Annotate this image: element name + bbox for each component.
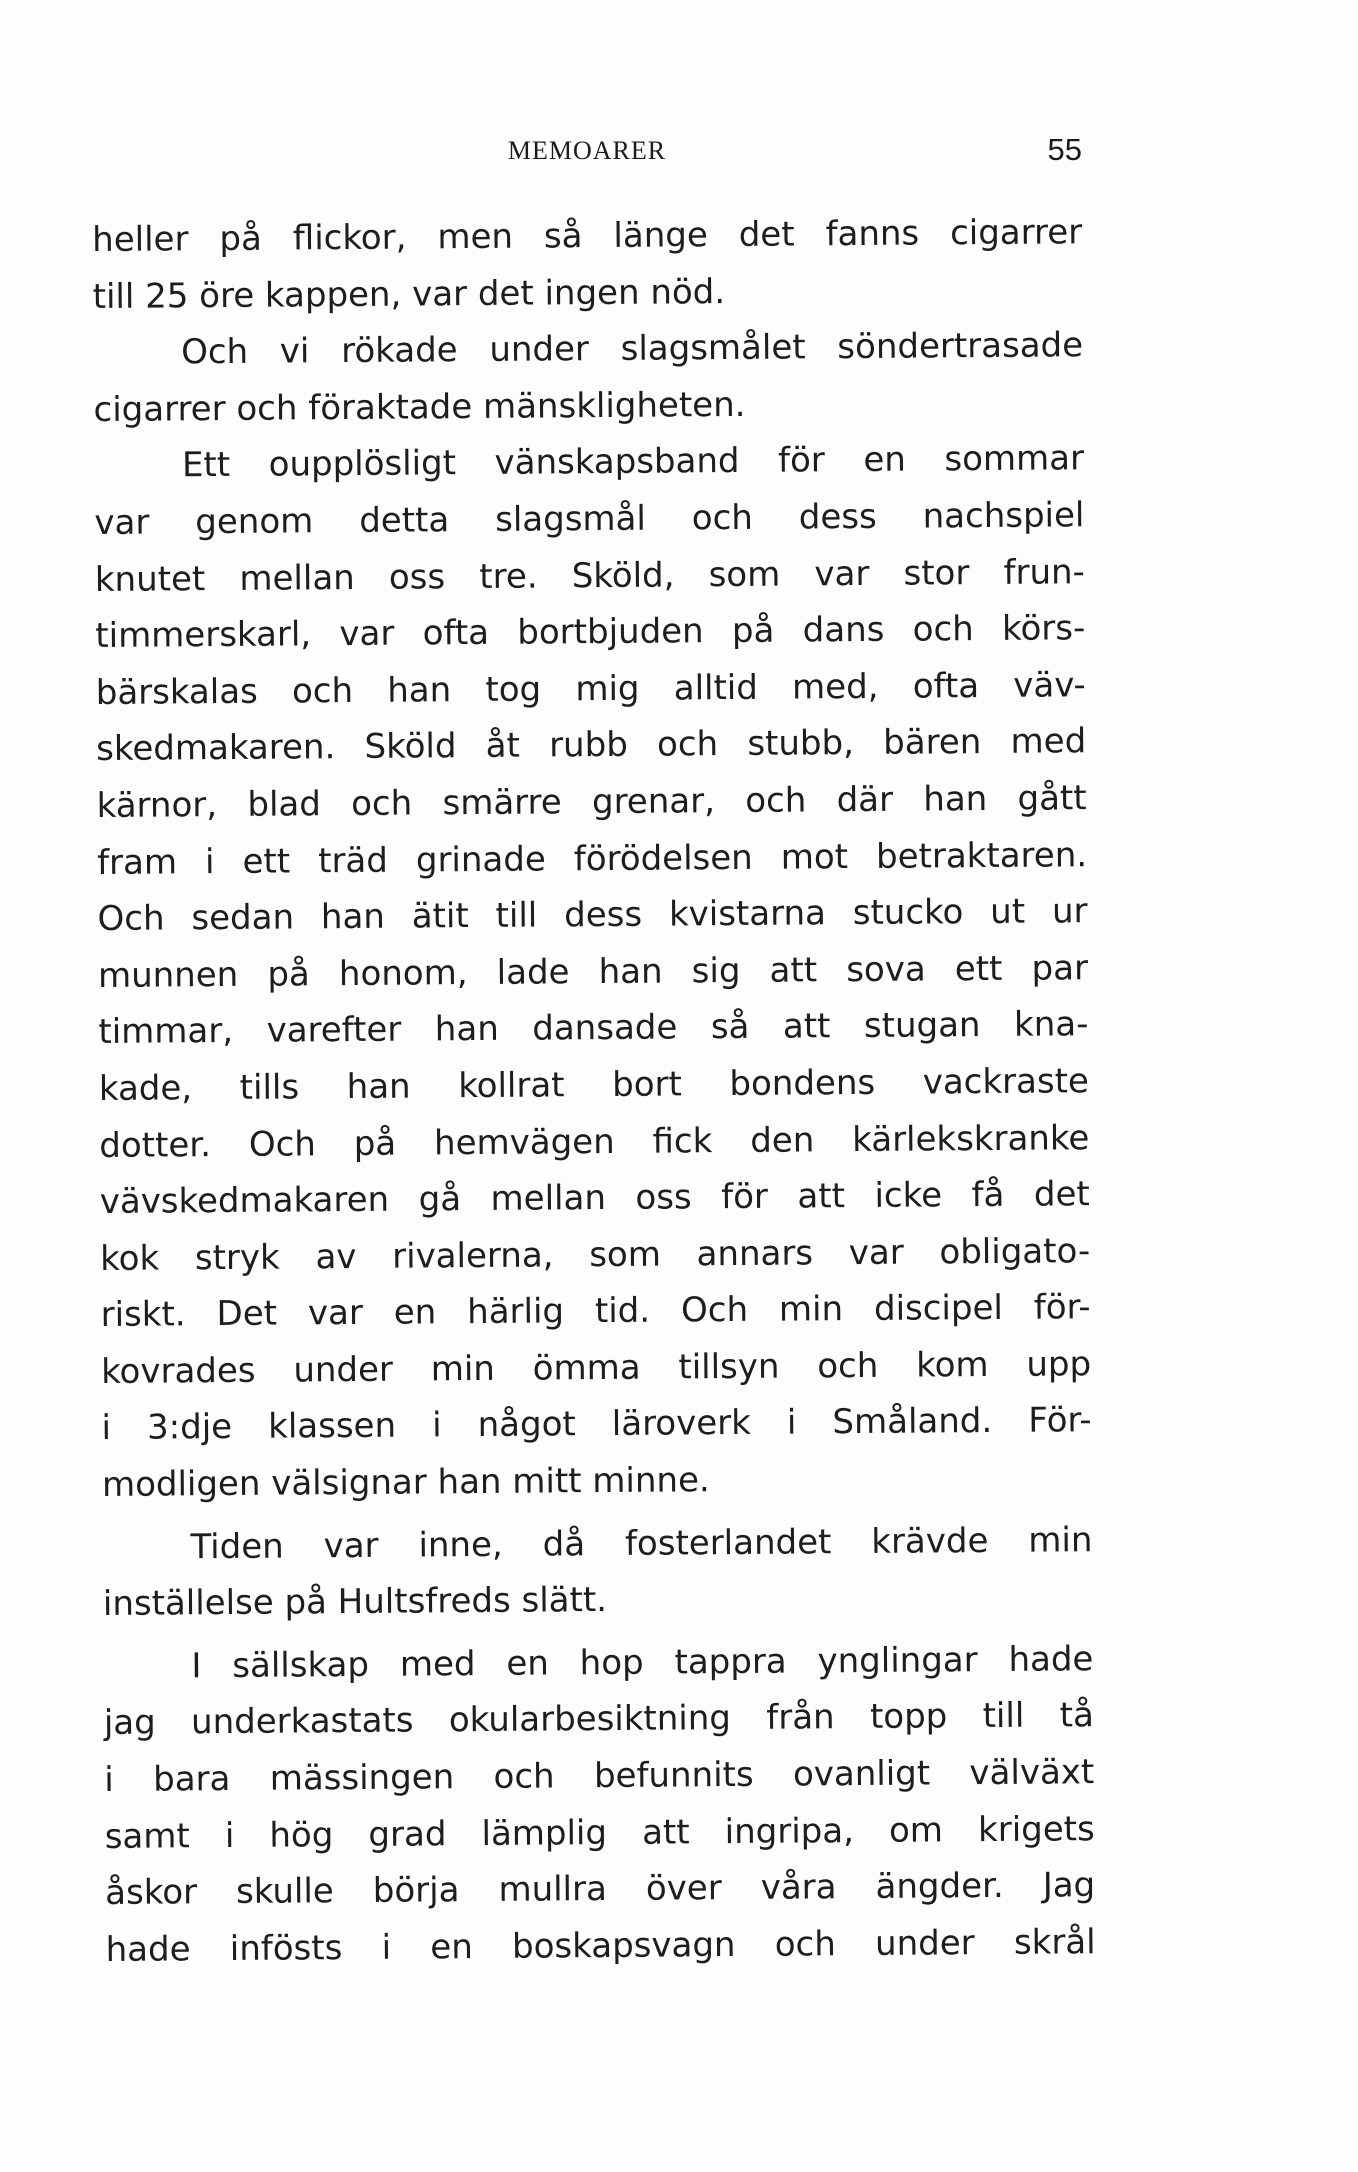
text-line: knutet mellan oss tre. Sköld, som var stor frun- xyxy=(94,551,1086,600)
page-header xyxy=(92,132,1082,172)
text-line: dotter. Och på hemvägen fick den kärlekskranke xyxy=(99,1117,1090,1166)
text-line: kärnor, blad och smärre grenar, och där han gått xyxy=(96,778,1087,826)
text-line: timmerskarl, var ofta bortbjuden på dans och körs- xyxy=(95,608,1086,657)
text-line: jag underkastats okularbesiktning från topp till tå xyxy=(103,1695,1094,1744)
body-text xyxy=(92,204,1096,1978)
text-line: heller på flickor, men så länge det fanns cigarrer xyxy=(92,212,1083,260)
text-line: hade infösts i en boskapsvagn och under skrål xyxy=(105,1921,1096,1970)
text-line: var genom detta slagsmål och dess nachspiel xyxy=(94,495,1085,543)
text-line: inställelse på Hultsfreds slätt. xyxy=(102,1580,608,1625)
text-line: cigarrer och föraktade mänskligheten. xyxy=(93,384,746,430)
text-line: åskor skulle börja mullra över våra ängder. Jag xyxy=(105,1865,1096,1914)
page-number: 55 xyxy=(1047,132,1082,167)
text-line: till 25 öre kappen, var det ingen nöd. xyxy=(92,271,726,317)
running-head: MEMOARER xyxy=(507,136,667,165)
text-line: timmar, varefter han dansade så att stugan kna- xyxy=(98,1004,1089,1053)
text-line: vävskedmakaren gå mellan oss för att icke få det xyxy=(99,1174,1090,1223)
text-line: riskt. Det var en härlig tid. Och min discipel för- xyxy=(100,1287,1091,1336)
text-line: kok stryk av rivalerna, som annars var obligato- xyxy=(100,1230,1091,1279)
paragraph-start-line: Ett oupplösligt vänskapsband för en sommar xyxy=(181,438,1085,486)
text-line: i 3:dje klassen i något läroverk i Småland. För- xyxy=(101,1400,1092,1449)
text-line: bärskalas och han tog mig alltid med, ofta väv- xyxy=(95,664,1086,713)
paragraph-start-line: Och vi rökade under slagsmålet söndertrasade xyxy=(180,325,1084,373)
text-line: samt i hög grad lämplig att ingripa, om krigets xyxy=(104,1808,1095,1857)
paragraph-start-line: I sällskap med en hop tappra ynglingar hade xyxy=(191,1639,1094,1687)
paragraph-start-line: Tiden var inne, då fosterlandet krävde min xyxy=(190,1519,1093,1567)
text-line: kovrades under min ömma tillsyn och kom upp xyxy=(100,1344,1092,1392)
text-line: modligen välsignar han mitt minne. xyxy=(101,1460,710,1506)
text-line: Och sedan han ätit till dess kvistarna stucko ut ur xyxy=(97,891,1088,940)
text-line: skedmakaren. Sköld åt rubb och stubb, bären med xyxy=(96,721,1087,770)
text-line: i bara mässingen och befunnits ovanligt välväxt xyxy=(104,1752,1095,1800)
text-line: munnen på honom, lade han sig att sova ett par xyxy=(97,947,1089,996)
text-line: fram i ett träd grinade förödelsen mot betraktaren. xyxy=(96,834,1088,883)
text-line: kade, tills han kollrat bort bondens vackraste xyxy=(98,1061,1090,1109)
